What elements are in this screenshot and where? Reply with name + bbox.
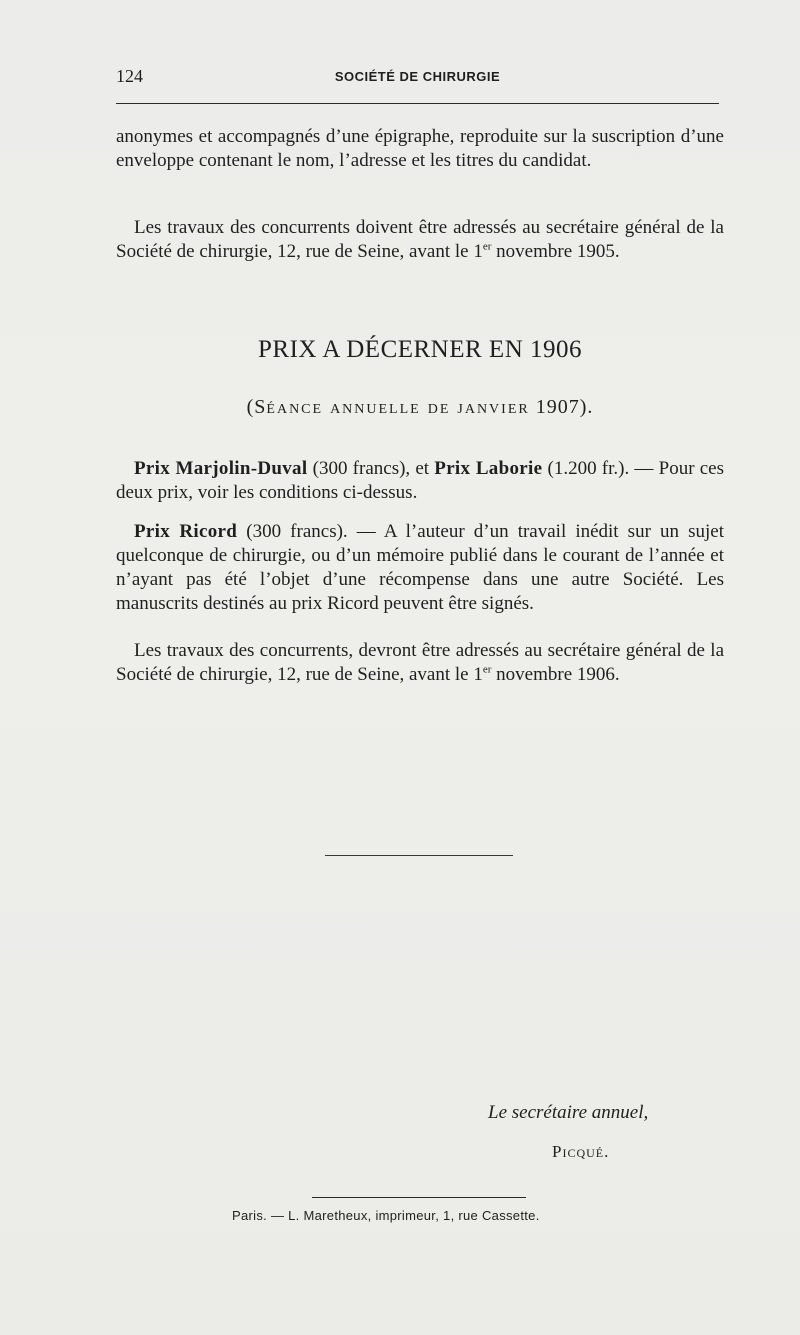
superscript: er bbox=[482, 663, 492, 676]
paragraph-submission-1905 bbox=[116, 216, 724, 264]
imprint-rule bbox=[312, 1197, 526, 1198]
paragraph-prize-ricord bbox=[116, 520, 724, 616]
seance-smallcaps: éance annuelle de janvier bbox=[266, 396, 530, 418]
paragraph-text: novembre 1906. bbox=[491, 664, 620, 685]
paragraph-text: novembre 1905. bbox=[491, 241, 620, 262]
paragraph-text: (300 francs). — A l’auteur d’un travail inédit sur un sujet quelconque de chirurgie, ou d’un mémoire publié dans le courant de l’année et n’ayant pas été l’objet d’une récompense dans une autre Société. Les manuscrits destinés au prix Ricord peuvent être signés. bbox=[116, 521, 724, 614]
prize-name: Prix Laborie bbox=[434, 458, 543, 479]
paragraph-submission-1906 bbox=[116, 639, 724, 687]
printer-imprint: Paris. — L. Maretheux, imprimeur, 1, rue Cassette. bbox=[232, 1208, 540, 1223]
running-title: SOCIÉTÉ DE CHIRURGIE bbox=[334, 69, 501, 84]
paragraph-continuation: anonymes et accompagnés d’une épigraphe, reproduite sur la suscription d’une enveloppe contenant le nom, l’adresse et les titres du candidat. bbox=[116, 126, 724, 171]
seance-year: 1907). bbox=[529, 396, 594, 418]
paragraph-text: Les travaux des concurrents doivent être adressés au secrétaire général de la Société de chirurgie, 12, rue de Seine, avant le 1 bbox=[116, 217, 724, 262]
end-rule bbox=[325, 855, 513, 856]
signature-block bbox=[488, 1102, 678, 1162]
signature-role: Le secrétaire annuel, bbox=[488, 1102, 649, 1123]
paragraph-text: (300 francs), et bbox=[307, 458, 435, 479]
signature-name: Picqué. bbox=[552, 1142, 610, 1161]
page-number: 124 bbox=[116, 66, 143, 86]
header-rule bbox=[116, 103, 719, 104]
superscript: er bbox=[482, 240, 492, 253]
seance-subtitle bbox=[116, 396, 724, 419]
prize-name: Prix Marjolin-Duval bbox=[134, 458, 308, 479]
paragraph-text: Les travaux des concurrents, devront être adressés au secrétaire général de la Société de chirurgie, 12, rue de Seine, avant le 1 bbox=[116, 640, 724, 685]
section-title: PRIX A DÉCERNER EN 1906 bbox=[257, 336, 583, 363]
paragraph-prizes-marjolin-laborie bbox=[116, 457, 724, 505]
seance-open: (S bbox=[246, 396, 267, 418]
running-head bbox=[116, 66, 719, 90]
prize-name: Prix Ricord bbox=[134, 521, 238, 542]
paragraph-text: (1.200 fr.). — Pour ces deux prix, voir les conditions ci-dessus. bbox=[116, 458, 724, 503]
